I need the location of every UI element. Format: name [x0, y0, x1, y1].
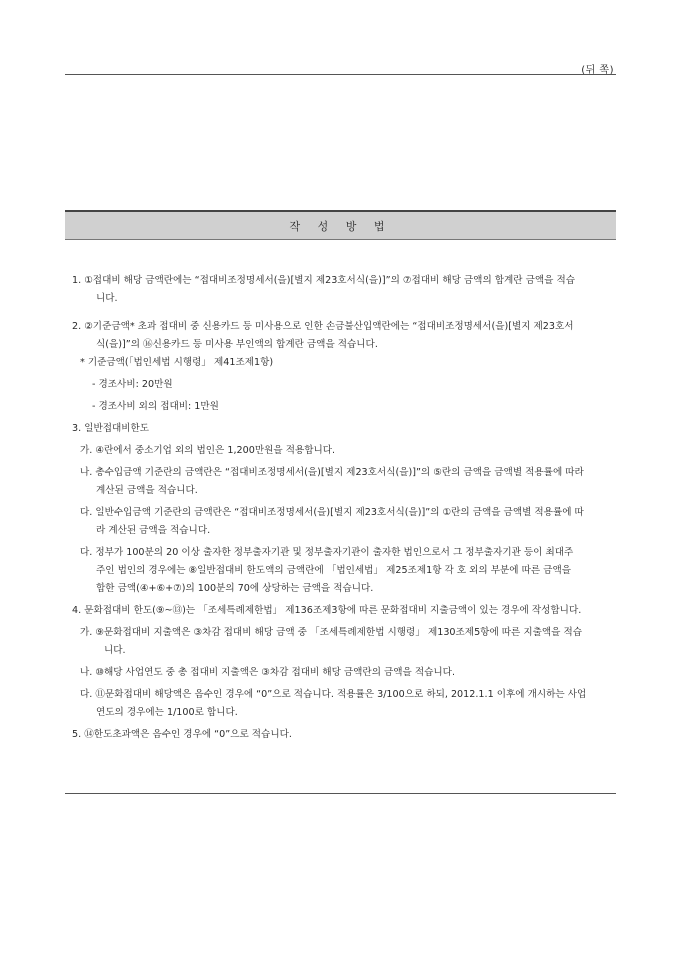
section-header-bar — [65, 210, 616, 240]
item-3-da-line-2: 라 계산된 금액을 적습니다. — [96, 525, 211, 536]
item-3-da2-line-2: 주인 법인의 경우에는 ⑧일반접대비 한도액의 금액란에 「법인세법」 제25조제1항 각 호 외의 부분에 따른 금액을 — [96, 565, 571, 576]
item-4-na: 나. ⑩해당 사업연도 중 총 접대비 지출액은 ③차감 접대비 해당 금액란의 금액을 적습니다. — [80, 667, 455, 678]
item-3-da2-line-3: 합한 금액(④+⑥+⑦)의 100분의 70에 상당하는 금액을 적습니다. — [96, 583, 374, 594]
bottom-rule — [65, 793, 616, 794]
item-3-na-line-1: 나. 총수입금액 기준란의 금액란은 “접대비조정명세서(을)[별지 제23호서식(을)]”의 ⑤란의 금액을 금액별 적용률에 따라 — [80, 467, 584, 478]
footnote-other-entertainment: - 경조사비 외의 접대비: 1만원 — [92, 401, 219, 412]
item-3-da-line-1: 다. 일반수입금액 기준란의 금액란은 “접대비조정명세서(을)[별지 제23호서식(을)]”의 ①란의 금액을 금액별 적용률에 따 — [80, 507, 584, 518]
top-rule — [65, 74, 616, 75]
item-1-line-1: 1. ①접대비 해당 금액란에는 “접대비조정명세서(을)[별지 제23호서식(을)]”의 ⑦접대비 해당 금액의 합계란 금액을 적습 — [72, 275, 576, 286]
item-4-da-line-2: 연도의 경우에는 1/100로 합니다. — [96, 707, 238, 718]
item-2-line-2: 식(을)]”의 ⑯신용카드 등 미사용 부인액의 합계란 금액을 적습니다. — [96, 339, 378, 350]
item-3-heading: 3. 일반접대비한도 — [72, 423, 150, 434]
instructions-body — [72, 272, 616, 744]
footnote-congratulatory: - 경조사비: 20만원 — [92, 379, 173, 390]
item-3-da2-line-1: 다. 정부가 100분의 20 이상 출자한 정부출자기관 및 정부출자기관이 출자한 법인으로서 그 정부출자기관 등이 최대주 — [80, 547, 574, 558]
item-4-ga-line-2: 니다. — [104, 645, 126, 656]
item-2-line-1: 2. ②기준금액* 초과 접대비 중 신용카드 등 미사용으로 인한 손금불산입액란에는 “접대비조정명세서(을)[별지 제23호서 — [72, 321, 574, 332]
item-4-ga-line-1: 가. ⑨문화접대비 지출액은 ③차감 접대비 해당 금액 중 「조세특례제한법 시행령」 제130조제5항에 따른 지출액을 적습 — [80, 627, 583, 638]
footnote-standard-amount: * 기준금액(「법인세법 시행령」 제41조제1항) — [80, 357, 274, 368]
section-title: 작 성 방 법 — [289, 219, 392, 233]
item-4-heading: 4. 문화접대비 한도(⑨~⑬)는 「조세특례제한법」 제136조제3항에 따른 문화접대비 지출금액이 있는 경우에 작성합니다. — [72, 605, 582, 616]
item-4-da-line-1: 다. ⑪문화접대비 해당액은 음수인 경우에 “0”으로 적습니다. 적용률은 3/100으로 하되, 2012.1.1 이후에 개시하는 사업 — [80, 689, 587, 700]
page-side-label: (뒤 쪽) — [581, 65, 614, 76]
item-1-line-2: 니다. — [96, 293, 118, 304]
item-3-ga: 가. ④란에서 중소기업 외의 법인은 1,200만원을 적용합니다. — [80, 445, 336, 456]
item-5: 5. ⑭한도초과액은 음수인 경우에 “0”으로 적습니다. — [72, 729, 292, 740]
item-3-na-line-2: 계산된 금액을 적습니다. — [96, 485, 198, 496]
